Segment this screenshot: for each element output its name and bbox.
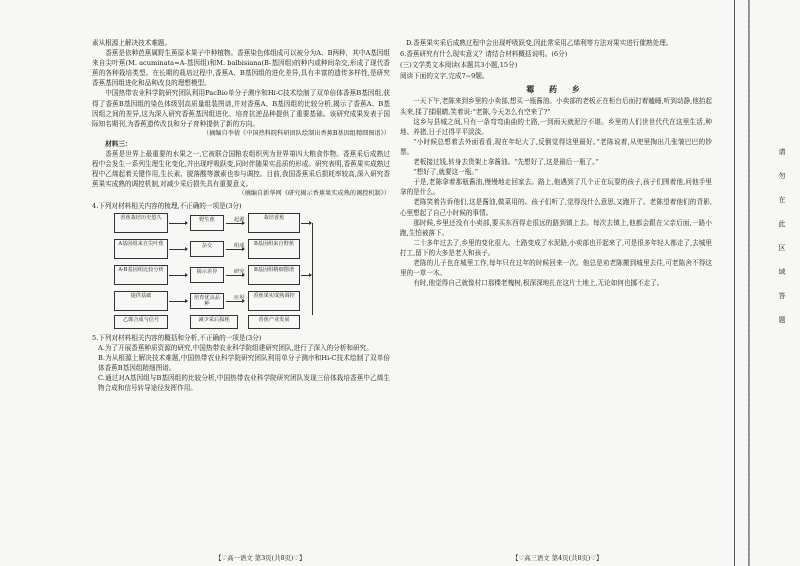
paragraph: 于是,老陈拿着那瓶酱油,慢慢地走回家去。路上,他遇到了几个正在玩耍的孩子,孩子们围着他,问他手里拿的是什么。 bbox=[400, 178, 712, 197]
diagram-node: 提供基础 bbox=[114, 291, 168, 311]
margin-char: 域 bbox=[778, 268, 786, 276]
paragraph: 香蕉是世界上最重要的水果之一,它被联合国粮农组织列为世界第四大粮食作物。香蕉采后成熟过程中会发生一系列生理生化变化,并出现呼吸跃变,同时伴随果实品质的形成。研究表明,香蕉果实成熟过程中乙烯起着关键作用,生长素、脱落酸等激素也参与调控。目前,我国香蕉采后损耗率较高,深入研究香蕉果实成熟的调控机制,对减少采后损失具有重要意义。 bbox=[92, 150, 390, 189]
diagram-node: B基因组来自野蕉 bbox=[248, 239, 300, 259]
margin-char: 区 bbox=[778, 244, 786, 252]
paragraph: 香蕉是依种芭蕉属野生蕉原本果子中种植物。香蕉染色体组成可以被分为A、B两种，其中A基因组来自尖叶蕉(M. acuminata=A-基因组)和M. balbisiana(B-基因组)的种内或种间杂交,形成了现代香蕉的各种栽培类型。在长期的栽培过程中,香蕉A、B基因组的进化差异,具有丰富的遗传多样性,是研究香蕉基因组进化和品种改良的理想模型。 bbox=[92, 49, 390, 88]
paragraph: 一天下午,老陈来到乡里的小卖部,想买一瓶酱油。小卖部的老板正在柜台后面打着瞌睡,听到动静,他抬起头来,揉了揉眼睛,笑着说:“老陈,今天怎么有空来了?” bbox=[400, 97, 712, 116]
paragraph: 老陈的儿子也在城里工作,每年只在过年的时候回来一次。他总是劝老陈搬到城里去住,可老陈舍不得这里的一草一木。 bbox=[400, 258, 712, 278]
section-instruction: 阅读下面的文字,完成7~9题。 bbox=[400, 72, 489, 81]
margin-notice bbox=[775, 140, 789, 332]
question-4: 4.下列对材料相关内容的梳理,不正确的一项是(3分) bbox=[92, 201, 242, 210]
paragraph: “想好了,就要这一瓶。” bbox=[413, 168, 479, 177]
page-footer-right: 【♡高三语文 第4页(共8页)♡】 bbox=[512, 554, 603, 562]
paragraph: “小时候总想着去外面看看,现在年纪大了,反倒觉得这里最好。”老陈说着,从兜里掏出几张皱巴巴的钞票。 bbox=[400, 137, 712, 156]
source-note: （摘编自新华网《研究揭示香蕉果实成熟的调控机制》） bbox=[238, 190, 390, 198]
option-d: D.香蕉果实采后成熟过程中会出现呼吸跃变,因此常采用乙烯利等方法对果实进行催熟处理。 bbox=[406, 39, 673, 47]
margin-char: 请 bbox=[778, 148, 786, 156]
story-title: 霉 药 乡 bbox=[526, 84, 586, 95]
diagram-node: A-B基因组比较分析 bbox=[114, 265, 168, 285]
diagram-arrow bbox=[301, 223, 311, 224]
paragraph: 这乡与县城之间,只有一条弯弯曲曲的土路,一到雨天就泥泞不堪。乡里的人们世世代代在这里生活,种地、养猪,日子过得平平淡淡。 bbox=[400, 117, 712, 136]
margin-char: 在 bbox=[778, 196, 786, 204]
diagram-node: 栽培香蕉 bbox=[248, 213, 300, 233]
diagram-arrow bbox=[226, 249, 244, 250]
margin-char: 此 bbox=[778, 220, 786, 228]
diagram-node: 香蕉产业发展 bbox=[248, 315, 300, 329]
option-c: C.通过对A基因组与B基因组的比较分析,中国热带农业科学院研究团队发现三倍体栽培香蕉中乙烯生物合成和信号转导途径发挥作用。 bbox=[98, 373, 390, 393]
paragraph: 中国热带农业科学院研究团队利用PacBio单分子测序和Hi-C技术绘制了双单倍体香蕉B基因组,获得了香蕉B基因组的染色体级别高质量组装图谱,并对香蕉A、B基因组的比较分析,揭示了香蕉A、B基因组之间的差异,这为深入研究香蕉基因组进化、培育抗逆品种提供了重要基础。该研究成果发表于国际知名期刊,为香蕉遗传改良和分子育种提供了新的方向。 bbox=[92, 89, 390, 128]
diagram-node: 杂交 bbox=[190, 241, 224, 257]
diagram-connector bbox=[312, 223, 313, 315]
source-note: （摘编自李倩《中国热科院科研团队绘制出香蕉B基因组精细图谱》） bbox=[202, 129, 390, 137]
paragraph: 二十多年过去了,乡里的变化很大。土路变成了水泥路,小卖部也开起来了,可是很多年轻人都走了,去城里打工,留下的大多是老人和孩子。 bbox=[400, 238, 712, 257]
right-column bbox=[400, 38, 712, 288]
diagram-node: 野生蕉 bbox=[190, 215, 224, 231]
diagram-label: 应用 bbox=[234, 294, 245, 301]
margin-char: 题 bbox=[778, 316, 786, 324]
option-a: A.为了开展香蕉种质资源的研究,中国热带农业科学院组建研究团队,进行了深入的分析和研究。 bbox=[98, 343, 373, 352]
section-heading: (三)文学类文本阅读(本题共3小题,15分) bbox=[400, 61, 518, 70]
paragraph: 素从根源上解决技术难题。 bbox=[92, 39, 172, 47]
paragraph: 那时候,乡里还没有小卖部,要买东西得走很远的路到镇上去。每次去镇上,他都会跟在父亲后面,一路小跑,生怕被落下。 bbox=[400, 218, 712, 237]
concept-diagram bbox=[114, 213, 384, 331]
diagram-label: 组成 bbox=[234, 242, 245, 249]
material-title: 材料三： bbox=[105, 139, 132, 148]
question-6: 6.香蕉研究有什么现实意义？请结合材料概括说明。(6分) bbox=[400, 50, 568, 59]
margin-char: 答 bbox=[778, 292, 786, 300]
diagram-arrow bbox=[226, 223, 244, 224]
diagram-node: A基因组来自尖叶蕉 bbox=[114, 239, 168, 259]
diagram-node: 香蕉果实成熟调控 bbox=[248, 291, 300, 311]
diagram-label: 起源 bbox=[234, 216, 245, 223]
left-column bbox=[92, 38, 390, 393]
diagram-node: 乙烯合成与信号 bbox=[114, 315, 168, 329]
binding-line bbox=[734, 0, 735, 566]
paragraph: 老板接过钱,转身去货架上拿酱油。“先想好了,这是最后一瓶了。” bbox=[413, 158, 599, 167]
diagram-label: 研究 bbox=[234, 268, 245, 275]
diagram-arrow bbox=[169, 275, 187, 276]
paragraph: 老陈笑着告诉他们,这是酱油,做菜用的。孩子们听了,觉得没什么意思,又跑开了。老陈望着他们的背影,心里想起了自己小时候的事情。 bbox=[400, 198, 712, 217]
diagram-arrow bbox=[301, 275, 311, 276]
diagram-arrow bbox=[169, 223, 187, 224]
diagram-node: 培育优良品种 bbox=[190, 293, 224, 309]
diagram-node: 减少采后损耗 bbox=[190, 315, 238, 329]
option-b: B.为从根源上解决技术难题,中国热带农业科学院研究团队利用单分子测序和Hi-C技术绘制了双单倍体香蕉B基因组精细图谱。 bbox=[98, 353, 390, 372]
margin-char: 勿 bbox=[778, 172, 786, 180]
diagram-arrow bbox=[226, 301, 244, 302]
question-5: 5.下列对材料相关内容的概括和分析,不正确的一项是(3分) bbox=[92, 333, 262, 342]
diagram-arrow bbox=[169, 249, 187, 250]
diagram-arrow bbox=[226, 275, 244, 276]
diagram-node: 揭示差异 bbox=[190, 267, 224, 283]
paragraph: 有时,他觉得自己就像村口那棵老槐树,根深深地扎在这片土地上,无论如何也挪不走了。 bbox=[413, 279, 664, 288]
binding-line-dashed bbox=[748, 0, 750, 566]
diagram-arrow bbox=[169, 301, 187, 302]
page-footer-left: 【♡高一语文 第3页(共8页)♡】 bbox=[215, 554, 306, 562]
diagram-node: 香蕉栽培历史悠久 bbox=[114, 213, 168, 233]
diagram-node: B基因组精细图谱 bbox=[248, 265, 300, 285]
